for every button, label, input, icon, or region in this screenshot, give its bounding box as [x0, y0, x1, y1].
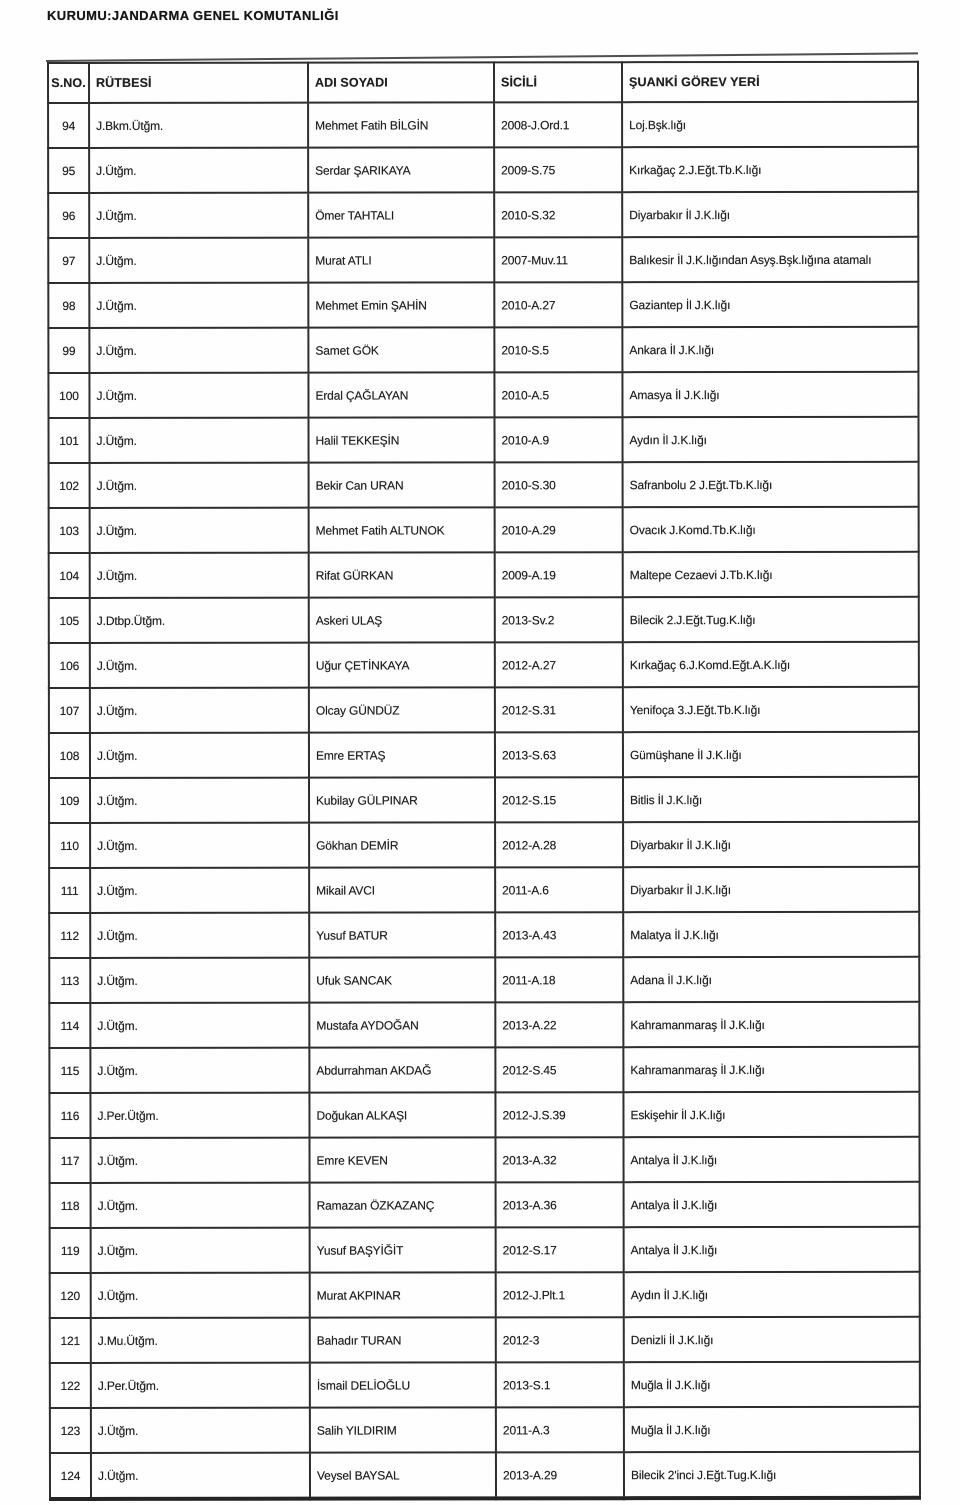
table-row [49, 1047, 919, 1093]
cell-rank: J.Ütğm. [91, 1183, 310, 1228]
cell-rank: J.Ütğm. [89, 148, 308, 193]
cell-duty-station: Antalya İl J.K.lığı [624, 1182, 920, 1227]
cell-rank: J.Ütğm. [90, 553, 309, 598]
table-row [48, 282, 918, 328]
cell-registry: 2009-S.75 [494, 147, 622, 192]
cell-name: Ufuk SANCAK [309, 957, 495, 1002]
cell-name: Emre KEVEN [310, 1137, 496, 1182]
table-row [49, 507, 919, 553]
cell-registry: 2010-S.5 [494, 327, 622, 372]
cell-serial-no: 115 [49, 1048, 90, 1093]
cell-name: Mehmet Fatih BİLGİN [308, 102, 494, 147]
table-row [49, 912, 919, 958]
document-title: KURUMU:JANDARMA GENEL KOMUTANLIĞI [47, 8, 339, 23]
cell-duty-station: Denizli İl J.K.lığı [624, 1317, 920, 1362]
table-row [50, 1227, 920, 1273]
cell-serial-no: 98 [48, 283, 89, 328]
cell-rank: J.Ütğm. [89, 418, 308, 463]
cell-registry: 2012-3 [496, 1317, 624, 1362]
cell-serial-no: 95 [48, 148, 89, 193]
cell-name: Abdurrahman AKDAĞ [309, 1047, 495, 1092]
table-row [50, 1452, 920, 1499]
cell-duty-station: Bitlis İl J.K.lığı [623, 777, 919, 822]
table-row [48, 192, 918, 238]
cell-serial-no: 119 [50, 1228, 91, 1273]
cell-serial-no: 94 [48, 103, 89, 148]
cell-rank: J.Ütğm. [90, 868, 309, 913]
cell-duty-station: Antalya İl J.K.lığı [624, 1137, 920, 1182]
cell-rank: J.Ütğm. [91, 1273, 310, 1318]
cell-name: Bekir Can URAN [309, 462, 495, 507]
cell-name: Salih YILDIRIM [310, 1407, 496, 1452]
cell-registry: 2012-S.31 [495, 687, 623, 732]
cell-duty-station: Bilecik 2.J.Eğt.Tug.K.lığı [623, 597, 919, 642]
cell-rank: J.Dtbp.Ütğm. [90, 598, 309, 643]
cell-registry: 2007-Muv.11 [494, 237, 622, 282]
table-row [50, 1272, 920, 1318]
cell-rank: J.Ütğm. [90, 823, 309, 868]
table-row [49, 687, 919, 733]
cell-rank: J.Ütğm. [89, 283, 308, 328]
table-row [48, 372, 918, 418]
table-row [49, 597, 919, 643]
cell-duty-station: Kırkağaç 6.J.Komd.Eğt.A.K.lığı [623, 642, 919, 687]
cell-registry: 2013-A.43 [495, 912, 623, 957]
cell-registry: 2011-A.3 [496, 1407, 624, 1452]
cell-duty-station: Adana İl J.K.lığı [623, 957, 919, 1002]
cell-registry: 2012-S.45 [495, 1047, 623, 1092]
cell-registry: 2013-A.32 [496, 1137, 624, 1182]
cell-rank: J.Per.Ütğm. [90, 1093, 309, 1138]
cell-name: Serdar ŞARIKAYA [308, 147, 494, 192]
cell-serial-no: 96 [48, 193, 89, 238]
table-row [48, 147, 918, 193]
column-header-name: ADI SOYADI [308, 62, 494, 102]
cell-serial-no: 103 [49, 508, 90, 553]
cell-rank: J.Ütğm. [89, 238, 308, 283]
cell-duty-station: Muğla İl J.K.lığı [624, 1362, 920, 1407]
cell-serial-no: 124 [50, 1453, 91, 1499]
cell-rank: J.Mu.Ütğm. [91, 1318, 310, 1363]
cell-name: Bahadır TURAN [310, 1317, 496, 1362]
cell-serial-no: 117 [50, 1138, 91, 1183]
table-row [48, 327, 918, 373]
cell-serial-no: 101 [48, 418, 89, 463]
cell-rank: J.Ütğm. [90, 508, 309, 553]
cell-registry: 2010-A.27 [494, 282, 622, 327]
cell-rank: J.Ütğm. [90, 643, 309, 688]
cell-registry: 2012-J.S.39 [495, 1092, 623, 1137]
cell-serial-no: 109 [49, 778, 90, 823]
table-row [49, 822, 919, 868]
cell-name: Veysel BAYSAL [310, 1452, 496, 1498]
column-header-serial-no: S.NO. [48, 63, 89, 103]
cell-registry: 2012-A.27 [495, 642, 623, 687]
cell-name: Uğur ÇETİNKAYA [309, 642, 495, 687]
cell-registry: 2012-J.Plt.1 [496, 1272, 624, 1317]
cell-name: Askeri ULAŞ [309, 597, 495, 642]
table-row [48, 237, 918, 283]
cell-duty-station: Diyarbakır İl J.K.lığı [623, 867, 919, 912]
column-header-registry: SİCİLİ [494, 62, 622, 102]
cell-serial-no: 106 [49, 643, 90, 688]
cell-serial-no: 102 [49, 463, 90, 508]
cell-registry: 2011-A.6 [495, 867, 623, 912]
table-row [49, 777, 919, 823]
cell-duty-station: Amasya İl J.K.lığı [622, 372, 918, 417]
table-row [49, 732, 919, 778]
cell-name: Olcay GÜNDÜZ [309, 687, 495, 732]
cell-registry: 2009-A.19 [495, 552, 623, 597]
cell-rank: J.Ütğm. [91, 1228, 310, 1273]
cell-registry: 2013-A.36 [496, 1182, 624, 1227]
cell-rank: J.Ütğm. [91, 1138, 310, 1183]
cell-serial-no: 118 [50, 1183, 91, 1228]
cell-serial-no: 114 [49, 1003, 90, 1048]
cell-name: Mustafa AYDOĞAN [309, 1002, 495, 1047]
cell-registry: 2012-S.17 [496, 1227, 624, 1272]
cell-serial-no: 100 [48, 373, 89, 418]
cell-name: Emre ERTAŞ [309, 732, 495, 777]
cell-duty-station: Bilecik 2'inci J.Eğt.Tug.K.lığı [624, 1452, 920, 1498]
table-row [49, 1092, 919, 1138]
table-row [49, 957, 919, 1003]
cell-serial-no: 111 [49, 868, 90, 913]
cell-serial-no: 122 [50, 1363, 91, 1408]
cell-registry: 2008-J.Ord.1 [494, 102, 622, 147]
cell-name: Rifat GÜRKAN [309, 552, 495, 597]
table-row [50, 1362, 920, 1408]
table-row [48, 102, 918, 148]
cell-rank: J.Ütğm. [90, 688, 309, 733]
cell-rank: J.Ütğm. [90, 1048, 309, 1093]
column-header-duty-station: ŞUANKİ GÖREV YERİ [622, 62, 918, 102]
cell-duty-station: Maltepe Cezaevi J.Tb.K.lığı [623, 552, 919, 597]
table-row [50, 1137, 920, 1183]
cell-serial-no: 113 [49, 958, 90, 1003]
cell-duty-station: Yenifoça 3.J.Eğt.Tb.K.lığı [623, 687, 919, 732]
cell-duty-station: Diyarbakır İl J.K.lığı [623, 822, 919, 867]
cell-serial-no: 107 [49, 688, 90, 733]
cell-serial-no: 108 [49, 733, 90, 778]
cell-rank: J.Ütğm. [90, 1003, 309, 1048]
cell-name: Kubilay GÜLPINAR [309, 777, 495, 822]
table-row [49, 552, 919, 598]
cell-serial-no: 121 [50, 1318, 91, 1363]
cell-registry: 2013-S.1 [496, 1362, 624, 1407]
cell-serial-no: 110 [49, 823, 90, 868]
cell-name: Murat AKPINAR [310, 1272, 496, 1317]
cell-rank: J.Ütğm. [90, 913, 309, 958]
cell-rank: J.Ütğm. [89, 373, 308, 418]
cell-duty-station: Muğla İl J.K.lığı [624, 1407, 920, 1452]
cell-rank: J.Ütğm. [91, 1408, 310, 1453]
cell-duty-station: Aydın İl J.K.lığı [622, 417, 918, 462]
cell-serial-no: 104 [49, 553, 90, 598]
cell-duty-station: Loj.Bşk.lığı [622, 102, 918, 147]
personnel-table [47, 61, 921, 1501]
cell-registry: 2010-A.29 [495, 507, 623, 552]
cell-duty-station: Malatya İl J.K.lığı [623, 912, 919, 957]
table-row [49, 462, 919, 508]
cell-name: Halil TEKKEŞİN [308, 417, 494, 462]
cell-registry: 2010-A.5 [494, 372, 622, 417]
cell-name: Ramazan ÖZKAZANÇ [310, 1182, 496, 1227]
cell-duty-station: Gümüşhane İl J.K.lığı [623, 732, 919, 777]
cell-duty-station: Ovacık J.Komd.Tb.K.lığı [623, 507, 919, 552]
cell-serial-no: 123 [50, 1408, 91, 1453]
cell-registry: 2010-S.32 [494, 192, 622, 237]
cell-duty-station: Kahramanmaraş İl J.K.lığı [623, 1002, 919, 1047]
table-row [48, 417, 918, 463]
table-body [48, 102, 920, 1499]
cell-name: Samet GÖK [308, 327, 494, 372]
cell-rank: J.Ütğm. [90, 958, 309, 1003]
table-row [49, 867, 919, 913]
cell-registry: 2012-A.28 [495, 822, 623, 867]
cell-registry: 2013-Sv.2 [495, 597, 623, 642]
cell-serial-no: 99 [48, 328, 89, 373]
cell-serial-no: 105 [49, 598, 90, 643]
cell-registry: 2013-A.29 [496, 1452, 624, 1498]
cell-duty-station: Aydın İl J.K.lığı [624, 1272, 920, 1317]
cell-duty-station: Diyarbakır İl J.K.lığı [622, 192, 918, 237]
cell-serial-no: 112 [49, 913, 90, 958]
cell-rank: J.Ütğm. [90, 463, 309, 508]
cell-registry: 2011-A.18 [495, 957, 623, 1002]
cell-registry: 2010-S.30 [495, 462, 623, 507]
cell-registry: 2013-S.63 [495, 732, 623, 777]
cell-name: Ömer TAHTALI [308, 192, 494, 237]
cell-rank: J.Ütğm. [90, 733, 309, 778]
table-row [50, 1182, 920, 1228]
table-header-row [48, 62, 918, 103]
cell-name: Murat ATLI [308, 237, 494, 282]
cell-registry: 2010-A.9 [494, 417, 622, 462]
cell-rank: J.Per.Ütğm. [91, 1363, 310, 1408]
cell-duty-station: Safranbolu 2 J.Eğt.Tb.K.lığı [623, 462, 919, 507]
table-row [50, 1317, 920, 1363]
cell-registry: 2012-S.15 [495, 777, 623, 822]
cell-name: Doğukan ALKAŞI [309, 1092, 495, 1137]
cell-name: Mikail AVCI [309, 867, 495, 912]
cell-name: Gökhan DEMİR [309, 822, 495, 867]
cell-registry: 2013-A.22 [495, 1002, 623, 1047]
cell-rank: J.Ütğm. [91, 1453, 310, 1499]
cell-duty-station: Gaziantep İl J.K.lığı [622, 282, 918, 327]
cell-name: Erdal ÇAĞLAYAN [308, 372, 494, 417]
table-row [50, 1407, 920, 1453]
cell-serial-no: 116 [49, 1093, 90, 1138]
cell-duty-station: Antalya İl J.K.lığı [624, 1227, 920, 1272]
cell-serial-no: 120 [50, 1273, 91, 1318]
cell-duty-station: Balıkesir İl J.K.lığından Asyş.Bşk.lığına atamalı [622, 237, 918, 282]
cell-name: Yusuf BATUR [309, 912, 495, 957]
cell-duty-station: Kırkağaç 2.J.Eğt.Tb.K.lığı [622, 147, 918, 192]
cell-duty-station: Kahramanmaraş İl J.K.lığı [623, 1047, 919, 1092]
cell-rank: J.Ütğm. [89, 193, 308, 238]
cell-name: İsmail DELİOĞLU [310, 1362, 496, 1407]
cell-rank: J.Ütğm. [89, 328, 308, 373]
column-header-rank: RÜTBESİ [89, 63, 308, 103]
table-row [49, 1002, 919, 1048]
cell-rank: J.Bkm.Ütğm. [89, 103, 308, 148]
cell-name: Mehmet Fatih ALTUNOK [309, 507, 495, 552]
cell-duty-station: Eskişehir İl J.K.lığı [623, 1092, 919, 1137]
cell-rank: J.Ütğm. [90, 778, 309, 823]
table-row [49, 642, 919, 688]
cell-serial-no: 97 [48, 238, 89, 283]
cell-duty-station: Ankara İl J.K.lığı [622, 327, 918, 372]
cell-name: Mehmet Emin ŞAHİN [308, 282, 494, 327]
cell-name: Yusuf BAŞYİĞİT [310, 1227, 496, 1272]
